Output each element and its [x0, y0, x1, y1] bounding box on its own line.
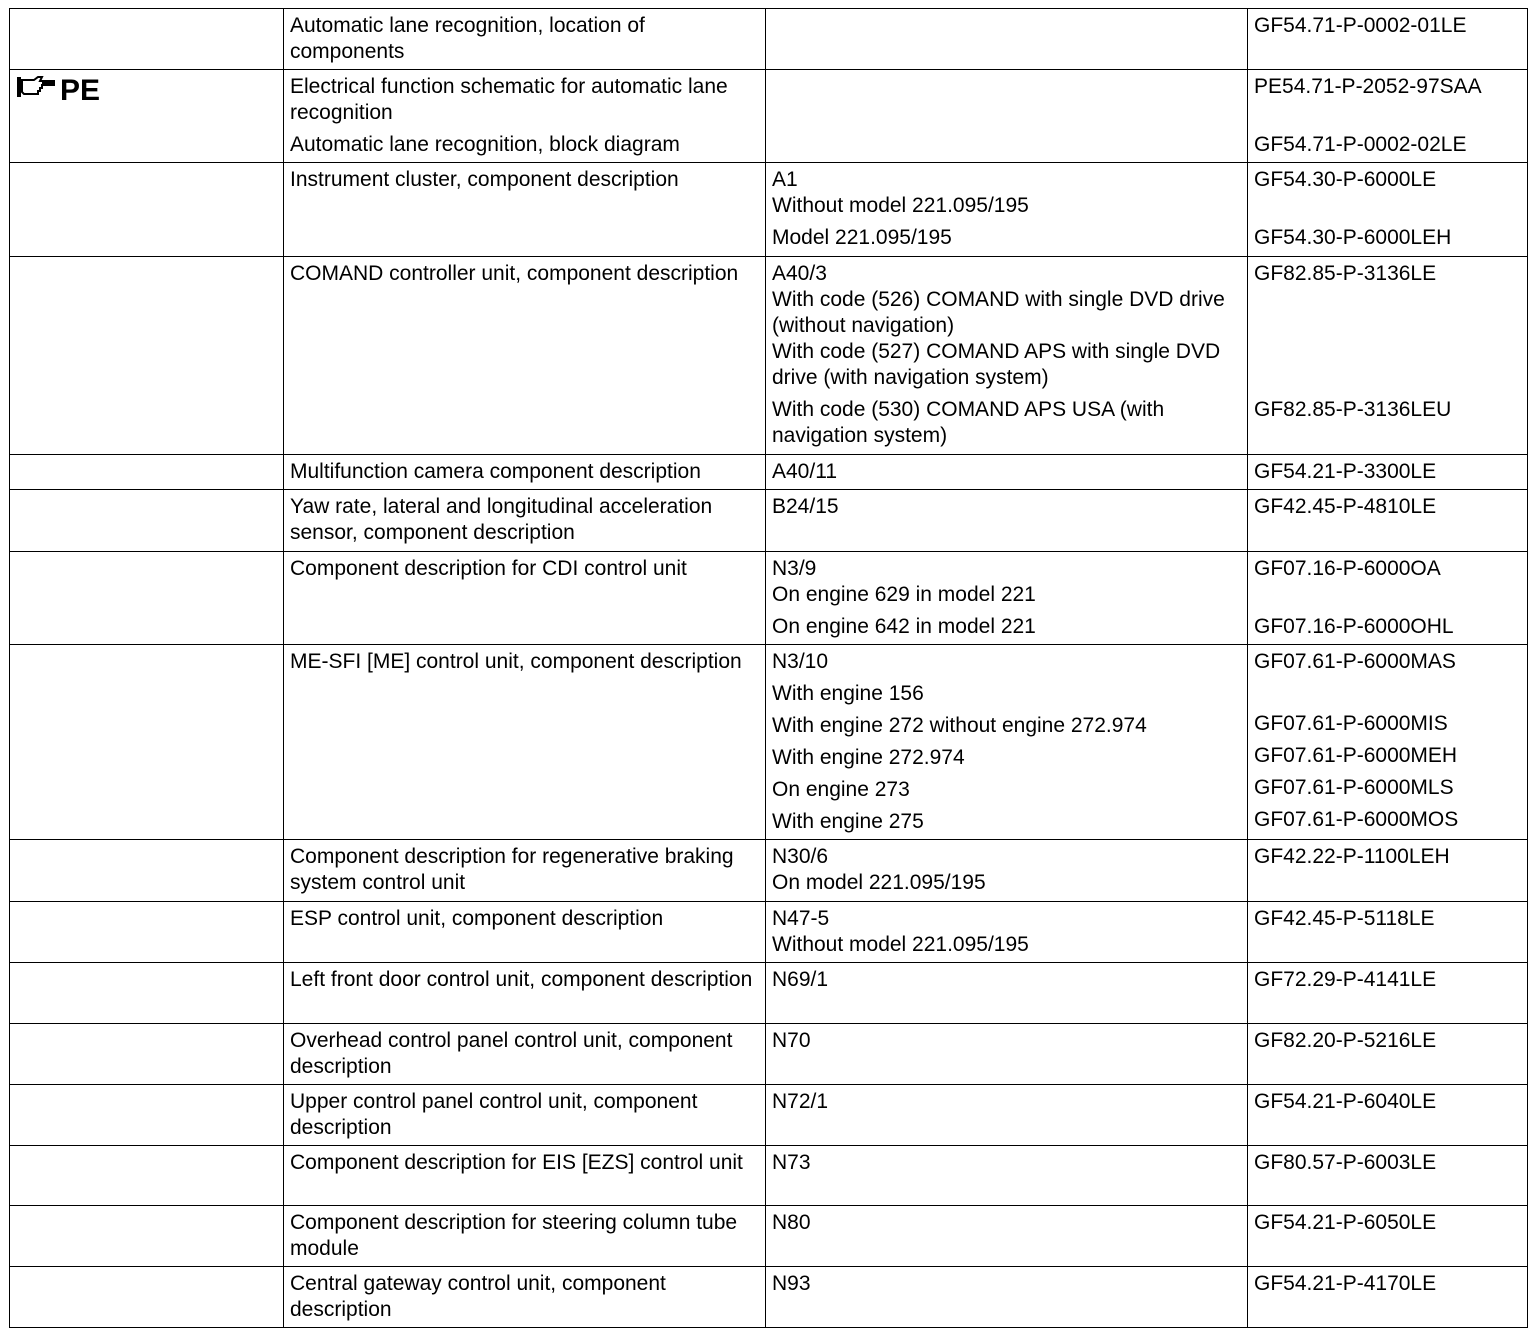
description-cell [284, 257, 766, 455]
marker-cell [10, 645, 284, 840]
reference-cell [1248, 9, 1528, 70]
description-text: Multifunction camera component description [290, 460, 701, 483]
marker-cell [10, 1206, 284, 1267]
description-cell [284, 645, 766, 840]
marker-cell [10, 1024, 284, 1085]
document-reference: GF82.20-P-5216LE [1254, 1029, 1437, 1052]
document-reference: GF54.21-P-3300LE [1254, 460, 1437, 483]
document-reference: GF82.85-P-3136LE [1254, 262, 1437, 285]
description-cell [284, 902, 766, 963]
component-condition: Model 221.095/195 [772, 226, 952, 249]
document-reference: GF54.71-P-0002-01LE [1254, 14, 1467, 37]
document-reference: GF07.61-P-6000MEH [1254, 744, 1458, 767]
reference-cell [1248, 1267, 1528, 1328]
description-text: Component description for EIS [EZS] control unit [290, 1151, 743, 1174]
table-row [10, 645, 1528, 840]
reference-cell [1248, 902, 1528, 963]
pointing-hand-icon [16, 74, 56, 108]
table-row [10, 1206, 1528, 1267]
component-reference-table [9, 8, 1528, 1328]
component-code: N69/1 [772, 968, 829, 991]
component-condition: With engine 272.974 [772, 746, 965, 769]
description-text: Automatic lane recognition, location of components [290, 14, 645, 63]
marker-cell [10, 455, 284, 490]
description-cell [284, 552, 766, 645]
component-condition: Without model 221.095/195 [772, 933, 1029, 956]
description-text: ESP control unit, component description [290, 907, 664, 930]
reference-cell [1248, 552, 1528, 645]
component-code: N70 [772, 1029, 811, 1052]
description-cell [284, 1206, 766, 1267]
component-code: N3/10 [772, 650, 829, 673]
table-row [10, 70, 1528, 163]
marker-cell [10, 9, 284, 70]
table-row [10, 840, 1528, 902]
reference-cell [1248, 645, 1528, 840]
component-code: N73 [772, 1151, 811, 1174]
component-condition: With code (526) COMAND with single DVD drive (without navigation) [772, 288, 1225, 337]
document-reference: GF80.57-P-6003LE [1254, 1151, 1437, 1174]
document-reference: GF07.61-P-6000MOS [1254, 808, 1459, 831]
marker-cell [10, 1146, 284, 1206]
component-condition: Without model 221.095/195 [772, 194, 1029, 217]
component-code: B24/15 [772, 495, 839, 518]
description-cell [284, 1085, 766, 1146]
description-text: Left front door control unit, component description [290, 968, 753, 991]
component-condition: With engine 156 [772, 682, 924, 705]
document-reference: GF07.61-P-6000MLS [1254, 776, 1454, 799]
marker-cell [10, 257, 284, 455]
component-cell [766, 902, 1248, 963]
component-cell [766, 9, 1248, 70]
reference-cell [1248, 455, 1528, 490]
reference-cell [1248, 840, 1528, 902]
description-cell [284, 70, 766, 163]
document-reference: GF54.30-P-6000LEH [1254, 226, 1452, 249]
description-text: Upper control panel control unit, component description [290, 1090, 698, 1139]
table-row [10, 552, 1528, 645]
reference-cell [1248, 1024, 1528, 1085]
description-text: Yaw rate, lateral and longitudinal acceleration sensor, component description [290, 495, 713, 544]
description-cell [284, 455, 766, 490]
component-condition: On engine 629 in model 221 [772, 583, 1036, 606]
reference-cell [1248, 1146, 1528, 1206]
marker-cell [10, 70, 284, 163]
document-reference: GF54.30-P-6000LE [1254, 168, 1437, 191]
component-code: N80 [772, 1211, 811, 1234]
reference-cell [1248, 490, 1528, 552]
marker-cell [10, 902, 284, 963]
description-cell [284, 1024, 766, 1085]
document-reference: GF42.45-P-4810LE [1254, 495, 1437, 518]
marker-cell [10, 490, 284, 552]
description-text: Overhead control panel control unit, component description [290, 1029, 733, 1078]
document-reference: GF07.61-P-6000MAS [1254, 650, 1456, 673]
table-row [10, 257, 1528, 455]
description-cell [284, 963, 766, 1024]
document-reference: GF54.21-P-6040LE [1254, 1090, 1437, 1113]
table-row [10, 1146, 1528, 1206]
component-code: N3/9 [772, 557, 817, 580]
description-cell [284, 840, 766, 902]
table-row [10, 490, 1528, 552]
component-condition: With code (530) COMAND APS USA (with navigation system) [772, 398, 1165, 447]
table-row [10, 902, 1528, 963]
component-cell [766, 1024, 1248, 1085]
pe-marker [16, 74, 277, 108]
component-cell [766, 1085, 1248, 1146]
description-text: Automatic lane recognition, block diagram [290, 133, 680, 156]
table-row [10, 455, 1528, 490]
component-cell [766, 1267, 1248, 1328]
description-cell [284, 163, 766, 257]
component-cell [766, 163, 1248, 257]
component-condition: On engine 273 [772, 778, 910, 801]
component-cell [766, 70, 1248, 163]
description-cell [284, 1267, 766, 1328]
component-condition: On model 221.095/195 [772, 871, 986, 894]
component-cell [766, 257, 1248, 455]
table-row [10, 963, 1528, 1024]
component-code: A40/3 [772, 262, 827, 285]
document-reference: GF54.21-P-6050LE [1254, 1211, 1437, 1234]
table-row [10, 1267, 1528, 1328]
component-cell [766, 1146, 1248, 1206]
marker-cell [10, 1267, 284, 1328]
reference-cell [1248, 163, 1528, 257]
component-code: N93 [772, 1272, 811, 1295]
document-reference: GF42.22-P-1100LEH [1254, 845, 1450, 868]
description-cell [284, 1146, 766, 1206]
description-text: Component description for steering column tube module [290, 1211, 738, 1260]
document-reference: GF82.85-P-3136LEU [1254, 398, 1452, 421]
component-cell [766, 840, 1248, 902]
description-text: COMAND controller unit, component description [290, 262, 739, 285]
marker-cell [10, 840, 284, 902]
marker-cell [10, 963, 284, 1024]
reference-cell [1248, 963, 1528, 1024]
marker-cell [10, 1085, 284, 1146]
document-reference: GF54.71-P-0002-02LE [1254, 133, 1467, 156]
description-cell [284, 9, 766, 70]
description-text: Central gateway control unit, component description [290, 1272, 666, 1321]
component-code: A40/11 [772, 460, 837, 483]
description-text: Electrical function schematic for automatic lane recognition [290, 75, 728, 124]
table-row [10, 1085, 1528, 1146]
document-reference: PE54.71-P-2052-97SAA [1254, 75, 1482, 98]
reference-cell [1248, 70, 1528, 163]
table-row [10, 9, 1528, 70]
table-row [10, 1024, 1528, 1085]
description-text: Component description for CDI control unit [290, 557, 687, 580]
component-cell [766, 552, 1248, 645]
component-condition: On engine 642 in model 221 [772, 615, 1036, 638]
component-cell [766, 645, 1248, 840]
description-text: Component description for regenerative braking system control unit [290, 845, 734, 894]
table-row [10, 163, 1528, 257]
component-cell [766, 1206, 1248, 1267]
reference-cell [1248, 1085, 1528, 1146]
description-text: Instrument cluster, component description [290, 168, 679, 191]
document-reference: GF72.29-P-4141LE [1254, 968, 1437, 991]
component-condition: With engine 272 without engine 272.974 [772, 714, 1147, 737]
component-cell [766, 455, 1248, 490]
component-cell [766, 490, 1248, 552]
component-code: A1 [772, 168, 798, 191]
marker-cell [10, 163, 284, 257]
component-condition: With code (527) COMAND APS with single DVD drive (with navigation system) [772, 340, 1221, 389]
component-code: N47-5 [772, 907, 830, 930]
pe-label: PE [60, 74, 101, 107]
document-reference: GF42.45-P-5118LE [1254, 907, 1435, 930]
document-reference: GF07.16-P-6000OA [1254, 557, 1441, 580]
reference-cell [1248, 1206, 1528, 1267]
document-reference: GF07.61-P-6000MIS [1254, 712, 1448, 735]
component-cell [766, 963, 1248, 1024]
description-text: ME-SFI [ME] control unit, component description [290, 650, 742, 673]
component-code: N72/1 [772, 1090, 829, 1113]
marker-cell [10, 552, 284, 645]
document-reference: GF54.21-P-4170LE [1254, 1272, 1437, 1295]
document-reference: GF07.16-P-6000OHL [1254, 615, 1454, 638]
component-condition: With engine 275 [772, 810, 924, 833]
description-cell [284, 490, 766, 552]
reference-cell [1248, 257, 1528, 455]
component-code: N30/6 [772, 845, 829, 868]
